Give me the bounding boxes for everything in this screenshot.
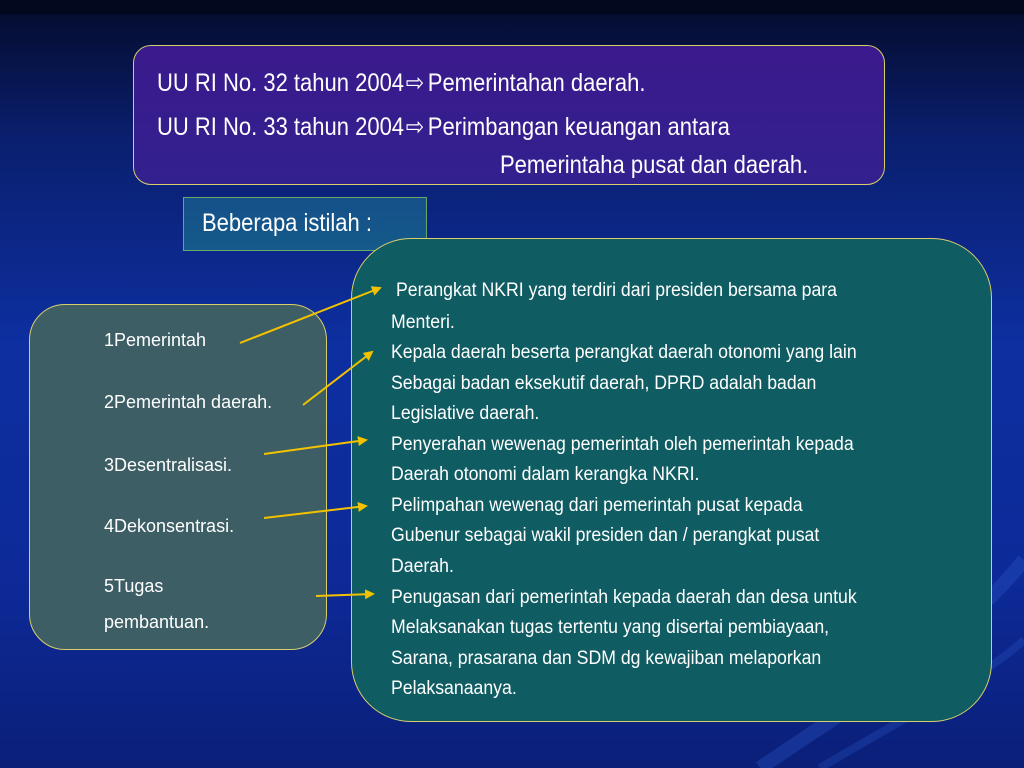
definition-line: Sebagai badan eksekutif daerah, DPRD adalah badan — [391, 373, 817, 394]
term-dekonsentrasi: 4Dekonsentrasi. — [104, 516, 235, 536]
definition-line: Kepala daerah beserta perangkat daerah otonomi yang lain — [391, 342, 857, 363]
right-arrow-icon: ⇨ — [405, 113, 425, 141]
law-32-line — [157, 68, 645, 98]
terms-heading: Beberapa istilah : — [202, 209, 373, 237]
law-33-subject: Perimbangan keuangan antara — [427, 113, 730, 141]
law-33-title: UU RI No. 33 tahun 2004 — [157, 113, 405, 141]
definitions-box — [351, 238, 992, 722]
definition-line: Penugasan dari pemerintah kepada daerah dan desa untuk — [391, 587, 857, 608]
term-tugas: 5Tugas — [104, 576, 164, 596]
top-dark-band — [0, 0, 1024, 14]
law-33-line — [157, 112, 730, 142]
term-desentralisasi: 3Desentralisasi. — [104, 455, 233, 475]
law-33-subject-continued: Pemerintaha pusat dan daerah. — [500, 151, 809, 179]
definition-line: Melaksanakan tugas tertentu yang disertai pembiayaan, — [391, 617, 830, 638]
term-pemerintah: 1Pemerintah — [104, 330, 207, 350]
definition-line: Pelimpahan wewenag dari pemerintah pusat kepada — [391, 495, 803, 516]
definition-line: Perangkat NKRI yang terdiri dari presiden bersama para — [396, 280, 837, 301]
terms-list-box — [29, 304, 327, 650]
definition-line: Menteri. — [391, 312, 455, 333]
term-pembantuan: pembantuan. — [104, 612, 210, 632]
law-reference-box — [133, 45, 885, 185]
law-32-title: UU RI No. 32 tahun 2004 — [157, 69, 405, 97]
definition-line: Pelaksanaanya. — [391, 678, 517, 699]
right-arrow-icon: ⇨ — [405, 69, 425, 97]
definition-line: Penyerahan wewenag pemerintah oleh pemerintah kepada — [391, 434, 854, 455]
term-pemerintah-daerah: 2Pemerintah daerah. — [104, 392, 273, 412]
definition-line: Daerah otonomi dalam kerangka NKRI. — [391, 464, 700, 485]
definition-line: Gubenur sebagai wakil presiden dan / perangkat pusat — [391, 525, 820, 546]
law-32-subject: Pemerintahan daerah. — [427, 69, 646, 97]
definition-line: Legislative daerah. — [391, 403, 540, 424]
definition-line: Daerah. — [391, 556, 454, 577]
definition-line: Sarana, prasarana dan SDM dg kewajiban melaporkan — [391, 648, 822, 669]
